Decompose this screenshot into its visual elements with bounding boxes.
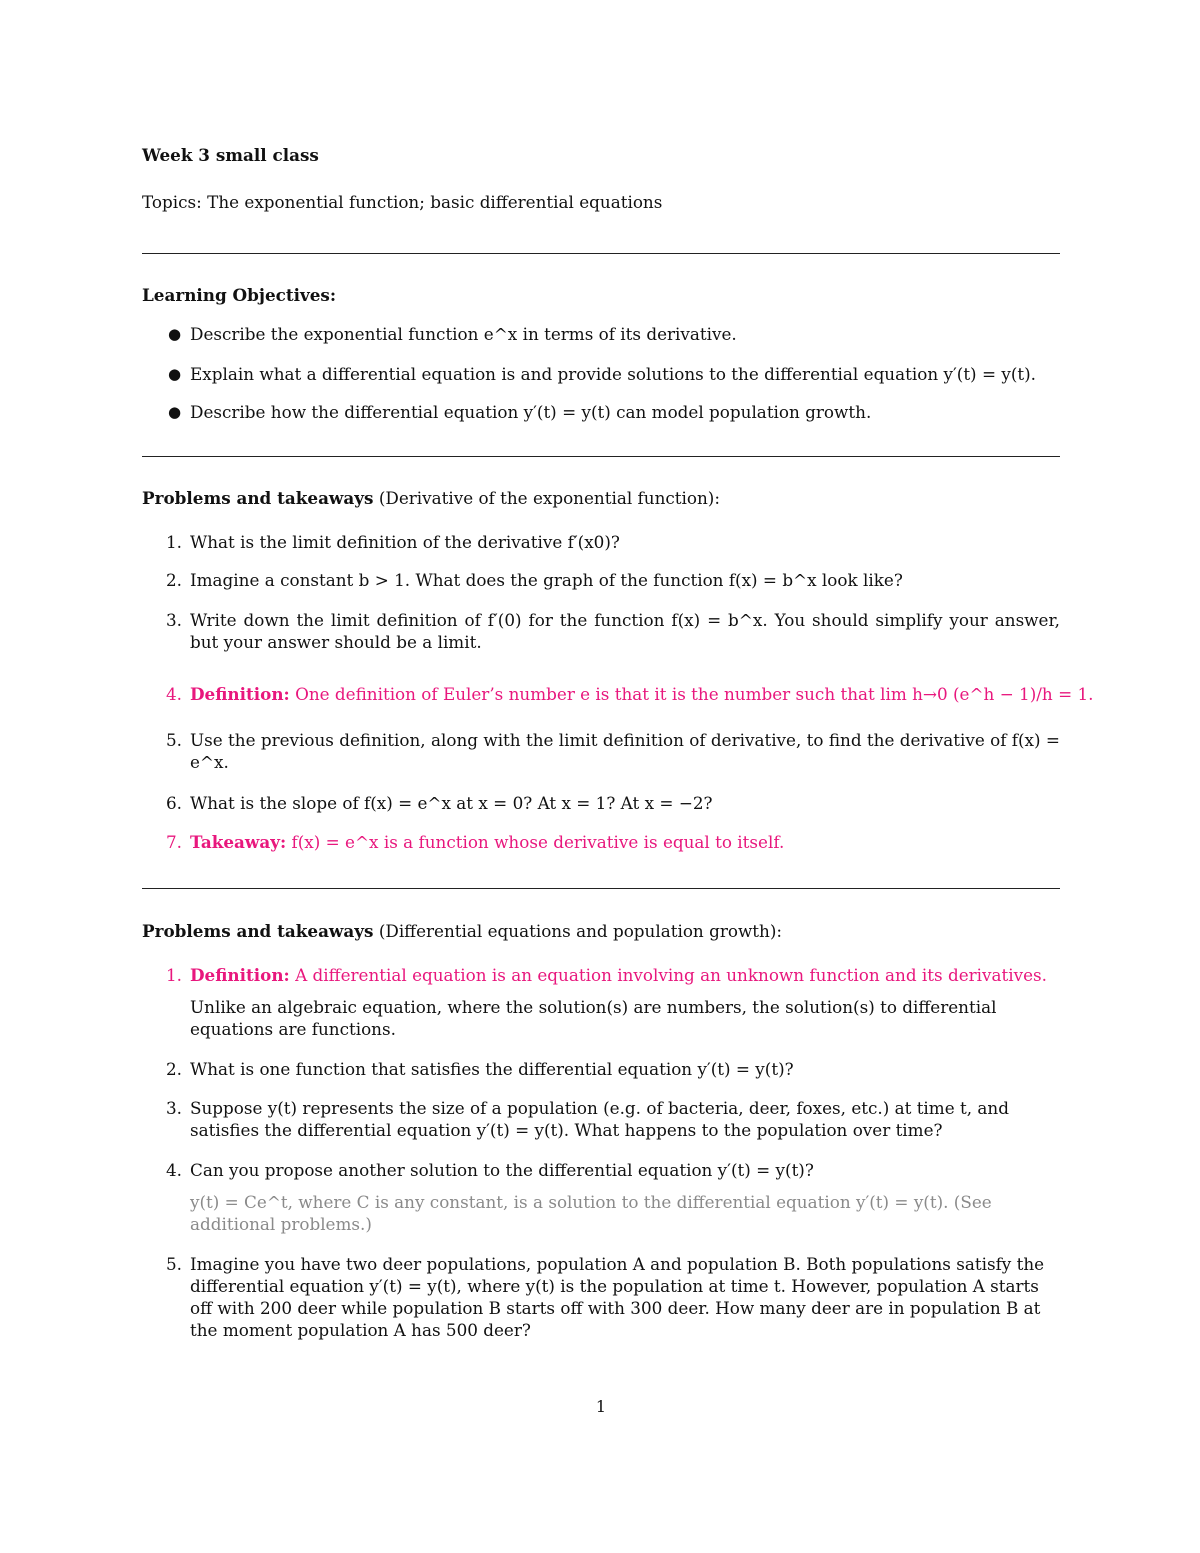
takeaway-label: Takeaway: [190,832,287,852]
problem-item: 5. Imagine you have two deer populations, population A and population B. Both populations satisfy the differential equation y′(t) = y(t), where y(t) is the population at time t. However, population A starts off with 200 deer while population B starts off with 300 deer. How many deer are in population B at the moment population A has 500 deer? [165,1254,1045,1340]
topics-label: Topics: [142,192,202,212]
divider [142,456,1060,457]
divider [142,253,1060,254]
takeaway-text: f(x) = e^x is a function whose derivative is equal to itself. [291,832,785,852]
definition-label: Definition: [190,965,290,985]
definition-label: Definition: [190,684,290,704]
problem-item: 5. Use the previous definition, along with the limit definition of derivative, to find the derivative of f(x) = e^x. [165,730,1060,772]
solution-note: y(t) = Ce^t, where C is any constant, is a solution to the differential equation y′(t) = y(t). (See additional problems.) [190,1192,992,1234]
problem-item: 3. Suppose y(t) represents the size of a population (e.g. of bacteria, deer, foxes, etc.) at time t, and satisfies the differential equation y′(t) = y(t). What happens to the population over time? [165,1098,1009,1140]
objectives-heading: Learning Objectives: [142,285,337,305]
bullet-icon: ● [168,325,182,343]
topics-line [142,191,662,213]
bullet-icon: ● [168,403,182,421]
document-title: Week 3 small class [142,145,319,165]
problem-item: 3. Write down the limit definition of f′(0) for the function f(x) = b^x. You should simplify your answer, but your answer should be a limit. [165,610,1060,652]
definition-text: A differential equation is an equation involving an unknown function and its derivatives. [295,965,1047,985]
divider [142,888,1060,889]
topics-text: The exponential function; basic differential equations [207,192,663,212]
definition-note: Unlike an algebraic equation, where the solution(s) are numbers, the solution(s) to differential equations are functions. [190,997,997,1039]
section2-heading: Problems and takeaways (Differential equations and population growth): [142,921,783,941]
section1-heading: Problems and takeaways (Derivative of the exponential function): [142,488,720,508]
bullet-icon: ● [168,365,182,383]
definition-text: One definition of Euler’s number e is that it is the number such that lim h→0 (e^h − 1)/h = 1. [295,684,1094,704]
page-number: 1 [595,1397,607,1416]
